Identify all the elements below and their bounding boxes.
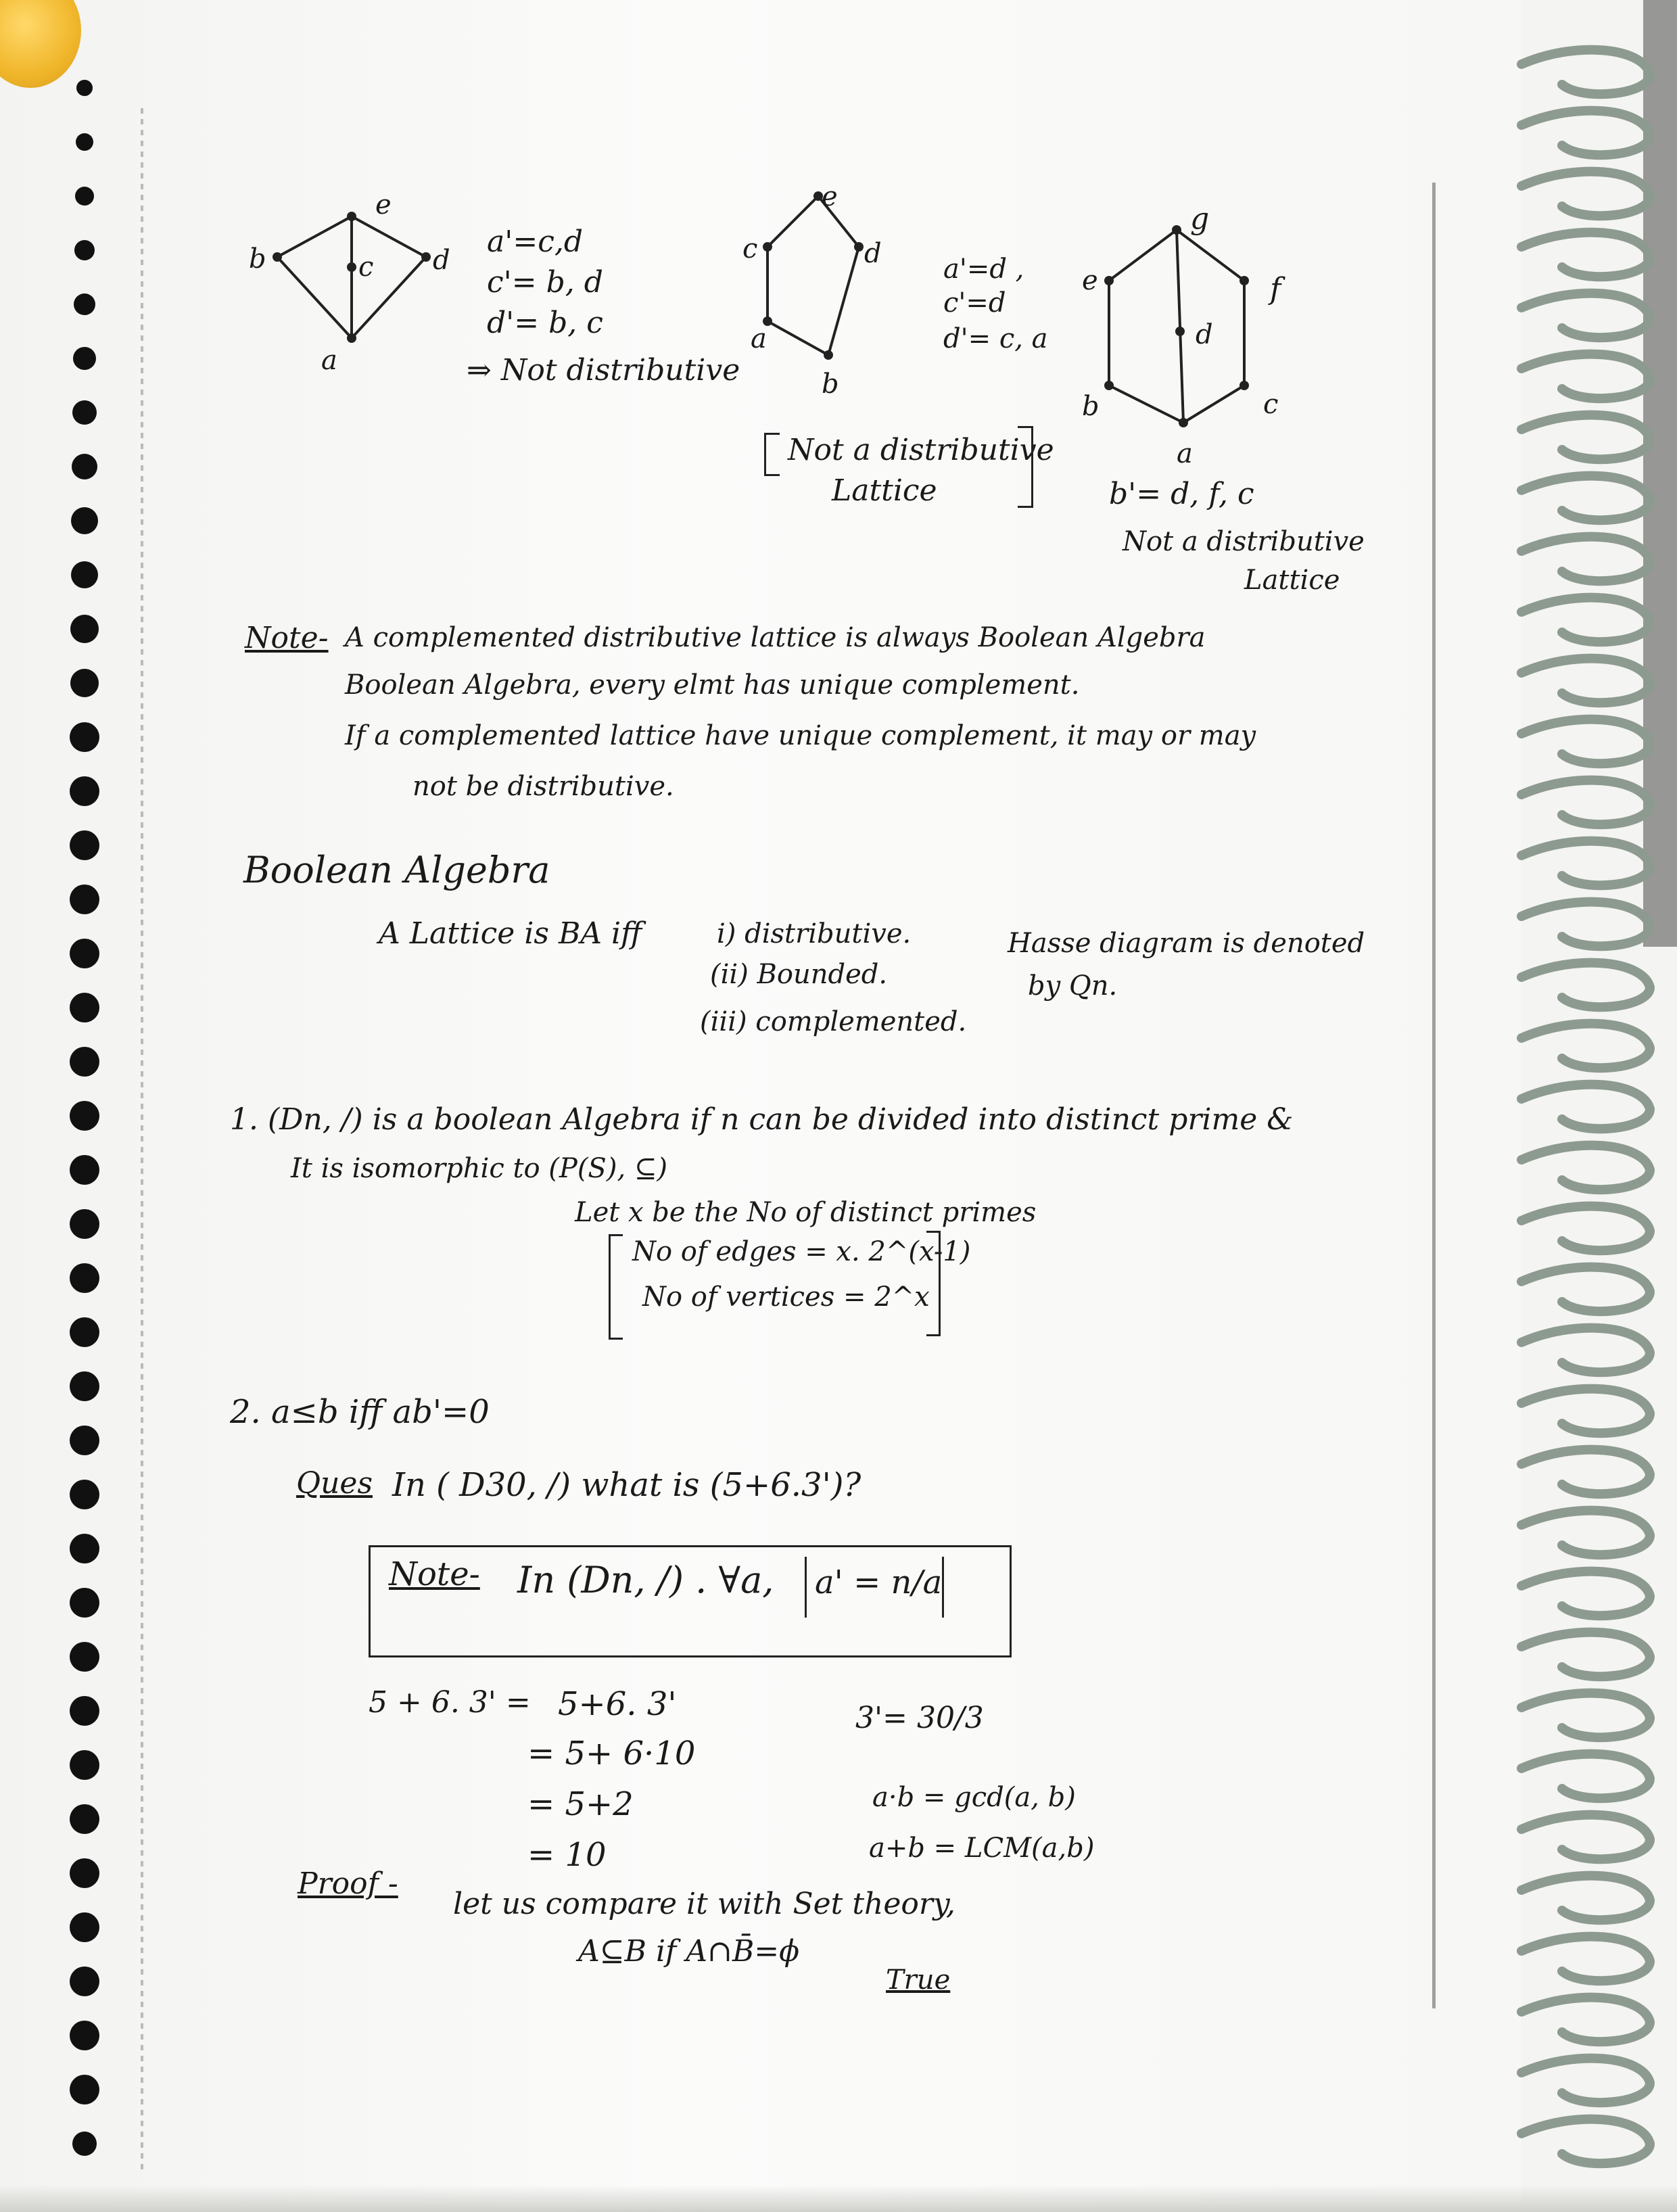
proof-label: Proof - [298,1866,398,1901]
d1-node-c: c [358,252,374,283]
solution-right-3: a+b = LCM(a,b) [869,1833,1095,1864]
solution-step-2: = 5+ 6·10 [527,1735,696,1772]
d3-node-b: b [1082,391,1100,422]
boolean-side-1: Hasse diagram is denoted [1008,928,1365,959]
solution-lhs: 5 + 6. 3' = [369,1685,531,1720]
point2-line-1: 2. a≤b iff ab'=0 [230,1393,490,1431]
point1-bracket-left [609,1234,623,1340]
solution-right-1: 3'= 30/3 [855,1701,984,1735]
question-text: In ( D30, /) what is (5+6.3')? [392,1466,861,1504]
proof-line-1: let us compare it with Set theory, [453,1887,955,1921]
margin-rule [141,108,143,2171]
proof-verdict: True [886,1964,951,1996]
d1-node-d: d [433,245,450,276]
d1-line-4: ⇒ Not distributive [467,353,740,387]
boolean-cond-2: (ii) Bounded. [710,959,888,990]
note1-label: Note- [245,621,329,655]
note2-formula: a' = n/a [815,1563,943,1601]
d1-node-a: a [321,345,337,376]
d1-node-e: e [375,189,392,220]
hasse-diagram-1 [243,189,460,372]
point1-box-1: No of edges = x. 2^(x-1) [632,1236,971,1267]
note1-item-1: A complemented distributive lattice is always Boolean Algebra [345,622,1206,653]
d2-line-3: d'= c, a [943,323,1048,354]
binder-holes [64,68,105,2164]
note2-label: Note- [389,1555,480,1593]
point1-box-2: No of vertices = 2^x [642,1281,930,1313]
note1-item-4: not be distributive. [412,771,674,802]
boolean-intro: A Lattice is BA iff [379,916,642,951]
d3-node-c: c [1263,389,1279,420]
boolean-side-2: by Qn. [1028,970,1118,1002]
boolean-cond-1: i) distributive. [717,918,912,949]
d3-node-e: e [1082,265,1098,296]
point1-line-2: It is isomorphic to (P(S), ⊆) [291,1153,667,1184]
solution-step-4: = 10 [527,1836,607,1874]
hasse-diagram-3 [1095,203,1285,433]
boolean-cond-3: (iii) complemented. [700,1006,967,1037]
note1-item-3: If a complemented lattice have unique complement, it may or may [345,720,1256,751]
spiral-binding [1481,0,1677,2212]
question-label: Ques [296,1466,373,1501]
note1-item-2: Boolean Algebra, every elmt has unique complement. [345,669,1080,701]
d2-line-1: a'=d , [943,254,1024,285]
d3-node-g: g [1190,202,1210,236]
point1-bracket-right [926,1231,941,1336]
solution-right-2: a·b = gcd(a, b) [872,1782,1076,1813]
proof-line-2: A⊆B if A∩B̄=ϕ [578,1934,800,1969]
d1-line-2: c'= b, d [487,265,603,300]
d3-line-1: b'= d, f, c [1109,477,1254,511]
d3-node-d: d [1196,319,1213,350]
solution-step-3: = 5+2 [527,1785,634,1823]
d1-line-3: d'= b, c [487,306,603,340]
page-bottom-shadow [0,2185,1677,2212]
d2-bracket-left [764,433,780,476]
solution-step-1: 5+6. 3' [558,1685,677,1723]
d3-line-3: Lattice [1244,565,1340,596]
note2-text: In (Dn, /) . ∀a, [517,1559,774,1601]
d1-node-b: b [249,243,266,275]
right-rule [1432,183,1436,2008]
d2-bracket-right [1018,426,1033,508]
d1-line-1: a'=c,d [487,225,583,259]
d3-node-f: f [1270,272,1281,306]
d3-node-a: a [1177,438,1193,469]
point1-line-3: Let x be the No of distinct primes [575,1197,1037,1228]
d2-node-d: d [864,238,882,269]
d2-caption-1: Not a distributive [788,433,1054,467]
boolean-heading: Boolean Algebra [243,849,550,891]
d3-line-2: Not a distributive [1123,526,1365,557]
d2-node-b: b [822,369,839,400]
point1-line-1: 1. (Dn, /) is a boolean Algebra if n can be divided into distinct prime & [230,1102,1294,1137]
d2-caption-2: Lattice [832,473,937,508]
d2-node-c: c [742,233,758,264]
d2-line-2: c'=d [943,287,1006,319]
d2-node-a: a [751,323,767,354]
d2-node-e: e [822,181,838,212]
